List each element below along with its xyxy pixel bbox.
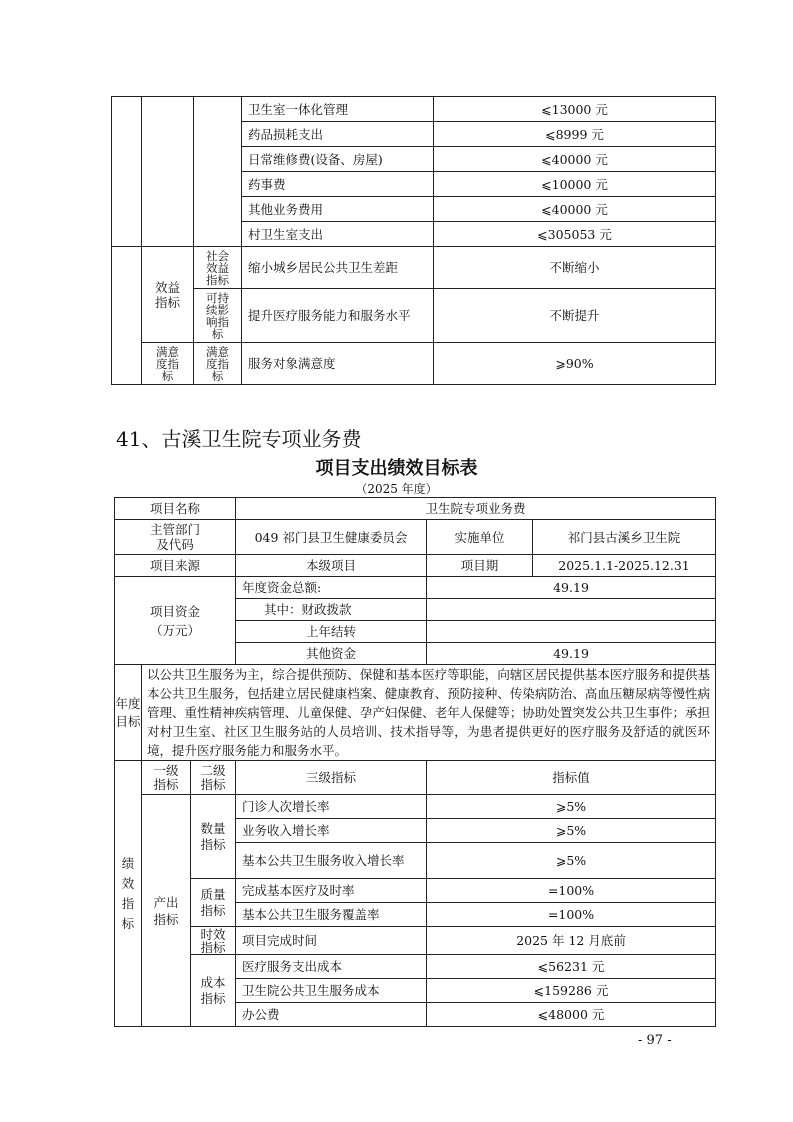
- impl-unit-value: 祁门县古溪乡卫生院: [533, 520, 716, 555]
- time-l2-label: 时效 指标: [191, 927, 236, 955]
- indicator-value: ⩽56231 元: [427, 955, 716, 979]
- indicator-value: =100%: [427, 879, 716, 903]
- dept-label: 主管部门 及代码: [115, 520, 236, 555]
- table-year: （2025 年度）: [355, 482, 438, 496]
- level3-header: 三级指标: [236, 761, 427, 795]
- indicator-name: 门诊人次增长率: [236, 795, 427, 819]
- section-heading: 41、古溪卫生院专项业务费: [116, 427, 362, 451]
- source-label: 项目来源: [115, 555, 236, 577]
- fund-other-value: 49.19: [427, 643, 716, 665]
- goal-label: 年度 目标: [115, 665, 142, 761]
- indicator-name: 村卫生室支出: [242, 222, 434, 247]
- fund-finance-label: 其中：财政拨款: [236, 599, 427, 621]
- fund-other-label: 其他资金: [236, 643, 427, 665]
- source-value: 本级项目: [236, 555, 427, 577]
- indicator-value: ⩾90%: [434, 343, 716, 385]
- indicator-name: 项目完成时间: [236, 927, 427, 955]
- social-l2-label: 社会 效益 指标: [194, 247, 242, 289]
- indicator-name: 医疗服务支出成本: [236, 955, 427, 979]
- satis-l2-label: 满意 度指 标: [194, 343, 242, 385]
- perf-label: 绩 效 指 标: [115, 761, 142, 1027]
- indicator-value: ⩾5%: [427, 795, 716, 819]
- fund-carryover-value: [427, 621, 716, 643]
- indicator-name: 提升医疗服务能力和服务水平: [242, 289, 434, 343]
- indicator-name: 药品损耗支出: [242, 122, 434, 147]
- blank-cell: [112, 247, 142, 385]
- satis-l1-label: 满意 度指 标: [142, 343, 194, 385]
- fund-label: 项目资金 （万元）: [115, 577, 236, 665]
- fund-carryover-label: 上年结转: [236, 621, 427, 643]
- indicator-name: 其他业务费用: [242, 197, 434, 222]
- table-title: 项目支出绩效目标表: [315, 458, 478, 479]
- dept-value: 049 祁门县卫生健康委员会: [236, 520, 427, 555]
- level1-header: 一级 指标: [142, 761, 191, 795]
- period-label: 项目期: [427, 555, 533, 577]
- fund-finance-value: [427, 599, 716, 621]
- indicator-value: 2025 年 12 月底前: [427, 927, 716, 955]
- indicator-name: 完成基本医疗及时率: [236, 879, 427, 903]
- indicator-value: ⩽8999 元: [434, 122, 716, 147]
- blank-cell: [142, 97, 194, 247]
- impl-unit-label: 实施单位: [427, 520, 533, 555]
- indicator-value: ⩾5%: [427, 843, 716, 879]
- indicator-value: ⩽305053 元: [434, 222, 716, 247]
- fund-total-label: 年度资金总额:: [236, 577, 427, 599]
- qty-l2-label: 数量 指标: [191, 795, 236, 879]
- period-value: 2025.1.1-2025.12.31: [533, 555, 716, 577]
- project-name-value: 卫生院专项业务费: [236, 498, 716, 520]
- indicator-value: ⩽13000 元: [434, 97, 716, 122]
- indicator-name: 基本公共卫生服务覆盖率: [236, 903, 427, 927]
- indicator-value: ⩽10000 元: [434, 172, 716, 197]
- blank-cell: [112, 97, 142, 247]
- indicator-value: ⩾5%: [427, 819, 716, 843]
- level2-header: 二级 指标: [191, 761, 236, 795]
- fund-total-value: 49.19: [427, 577, 716, 599]
- indicator-value: =100%: [427, 903, 716, 927]
- indicator-name: 日常维修费(设备、房屋): [242, 147, 434, 172]
- benefit-l1-label: 效益 指标: [142, 247, 194, 343]
- top-continuation-table: [111, 96, 716, 385]
- indicator-value: 不断提升: [434, 289, 716, 343]
- indicator-name: 药事费: [242, 172, 434, 197]
- value-header: 指标值: [427, 761, 716, 795]
- indicator-value: ⩽159286 元: [427, 979, 716, 1003]
- indicator-name: 基本公共卫生服务收入增长率: [236, 843, 427, 879]
- indicator-name: 办公费: [236, 1003, 427, 1027]
- qual-l2-label: 质量 指标: [191, 879, 236, 927]
- indicator-value: 不断缩小: [434, 247, 716, 289]
- page-number: - 97 -: [638, 1033, 672, 1048]
- indicator-name: 业务收入增长率: [236, 819, 427, 843]
- blank-cell: [194, 97, 242, 247]
- sustain-l2-label: 可持 续影 响指 标: [194, 289, 242, 343]
- indicator-value: ⩽40000 元: [434, 197, 716, 222]
- indicator-value: ⩽48000 元: [427, 1003, 716, 1027]
- indicator-name: 缩小城乡居民公共卫生差距: [242, 247, 434, 289]
- indicator-name: 卫生院公共卫生服务成本: [236, 979, 427, 1003]
- output-l1-label: 产出 指标: [142, 795, 191, 1027]
- goal-text: 以公共卫生服务为主，综合提供预防、保健和基本医疗等职能，向辖区居民提供基本医疗服务和提供基本公共卫生服务，包括建立居民健康档案、健康教育、预防接种、传染病防治、高血压糖尿病等慢性病管理、重性精神疾病管理、儿童保健、孕产妇保健、老年人保健等；协助处置突发公共卫生事件；承担对村卫生室、社区卫生服务站的人员培训、技术指导等，为患者提供更好的医疗服务及舒适的就医环境，提升医疗服务能力和服务水平。: [142, 665, 716, 761]
- indicator-value: ⩽40000 元: [434, 147, 716, 172]
- cost-l2-label: 成本 指标: [191, 955, 236, 1027]
- performance-goal-table: [114, 497, 716, 1027]
- project-name-label: 项目名称: [115, 498, 236, 520]
- indicator-name: 卫生室一体化管理: [242, 97, 434, 122]
- indicator-name: 服务对象满意度: [242, 343, 434, 385]
